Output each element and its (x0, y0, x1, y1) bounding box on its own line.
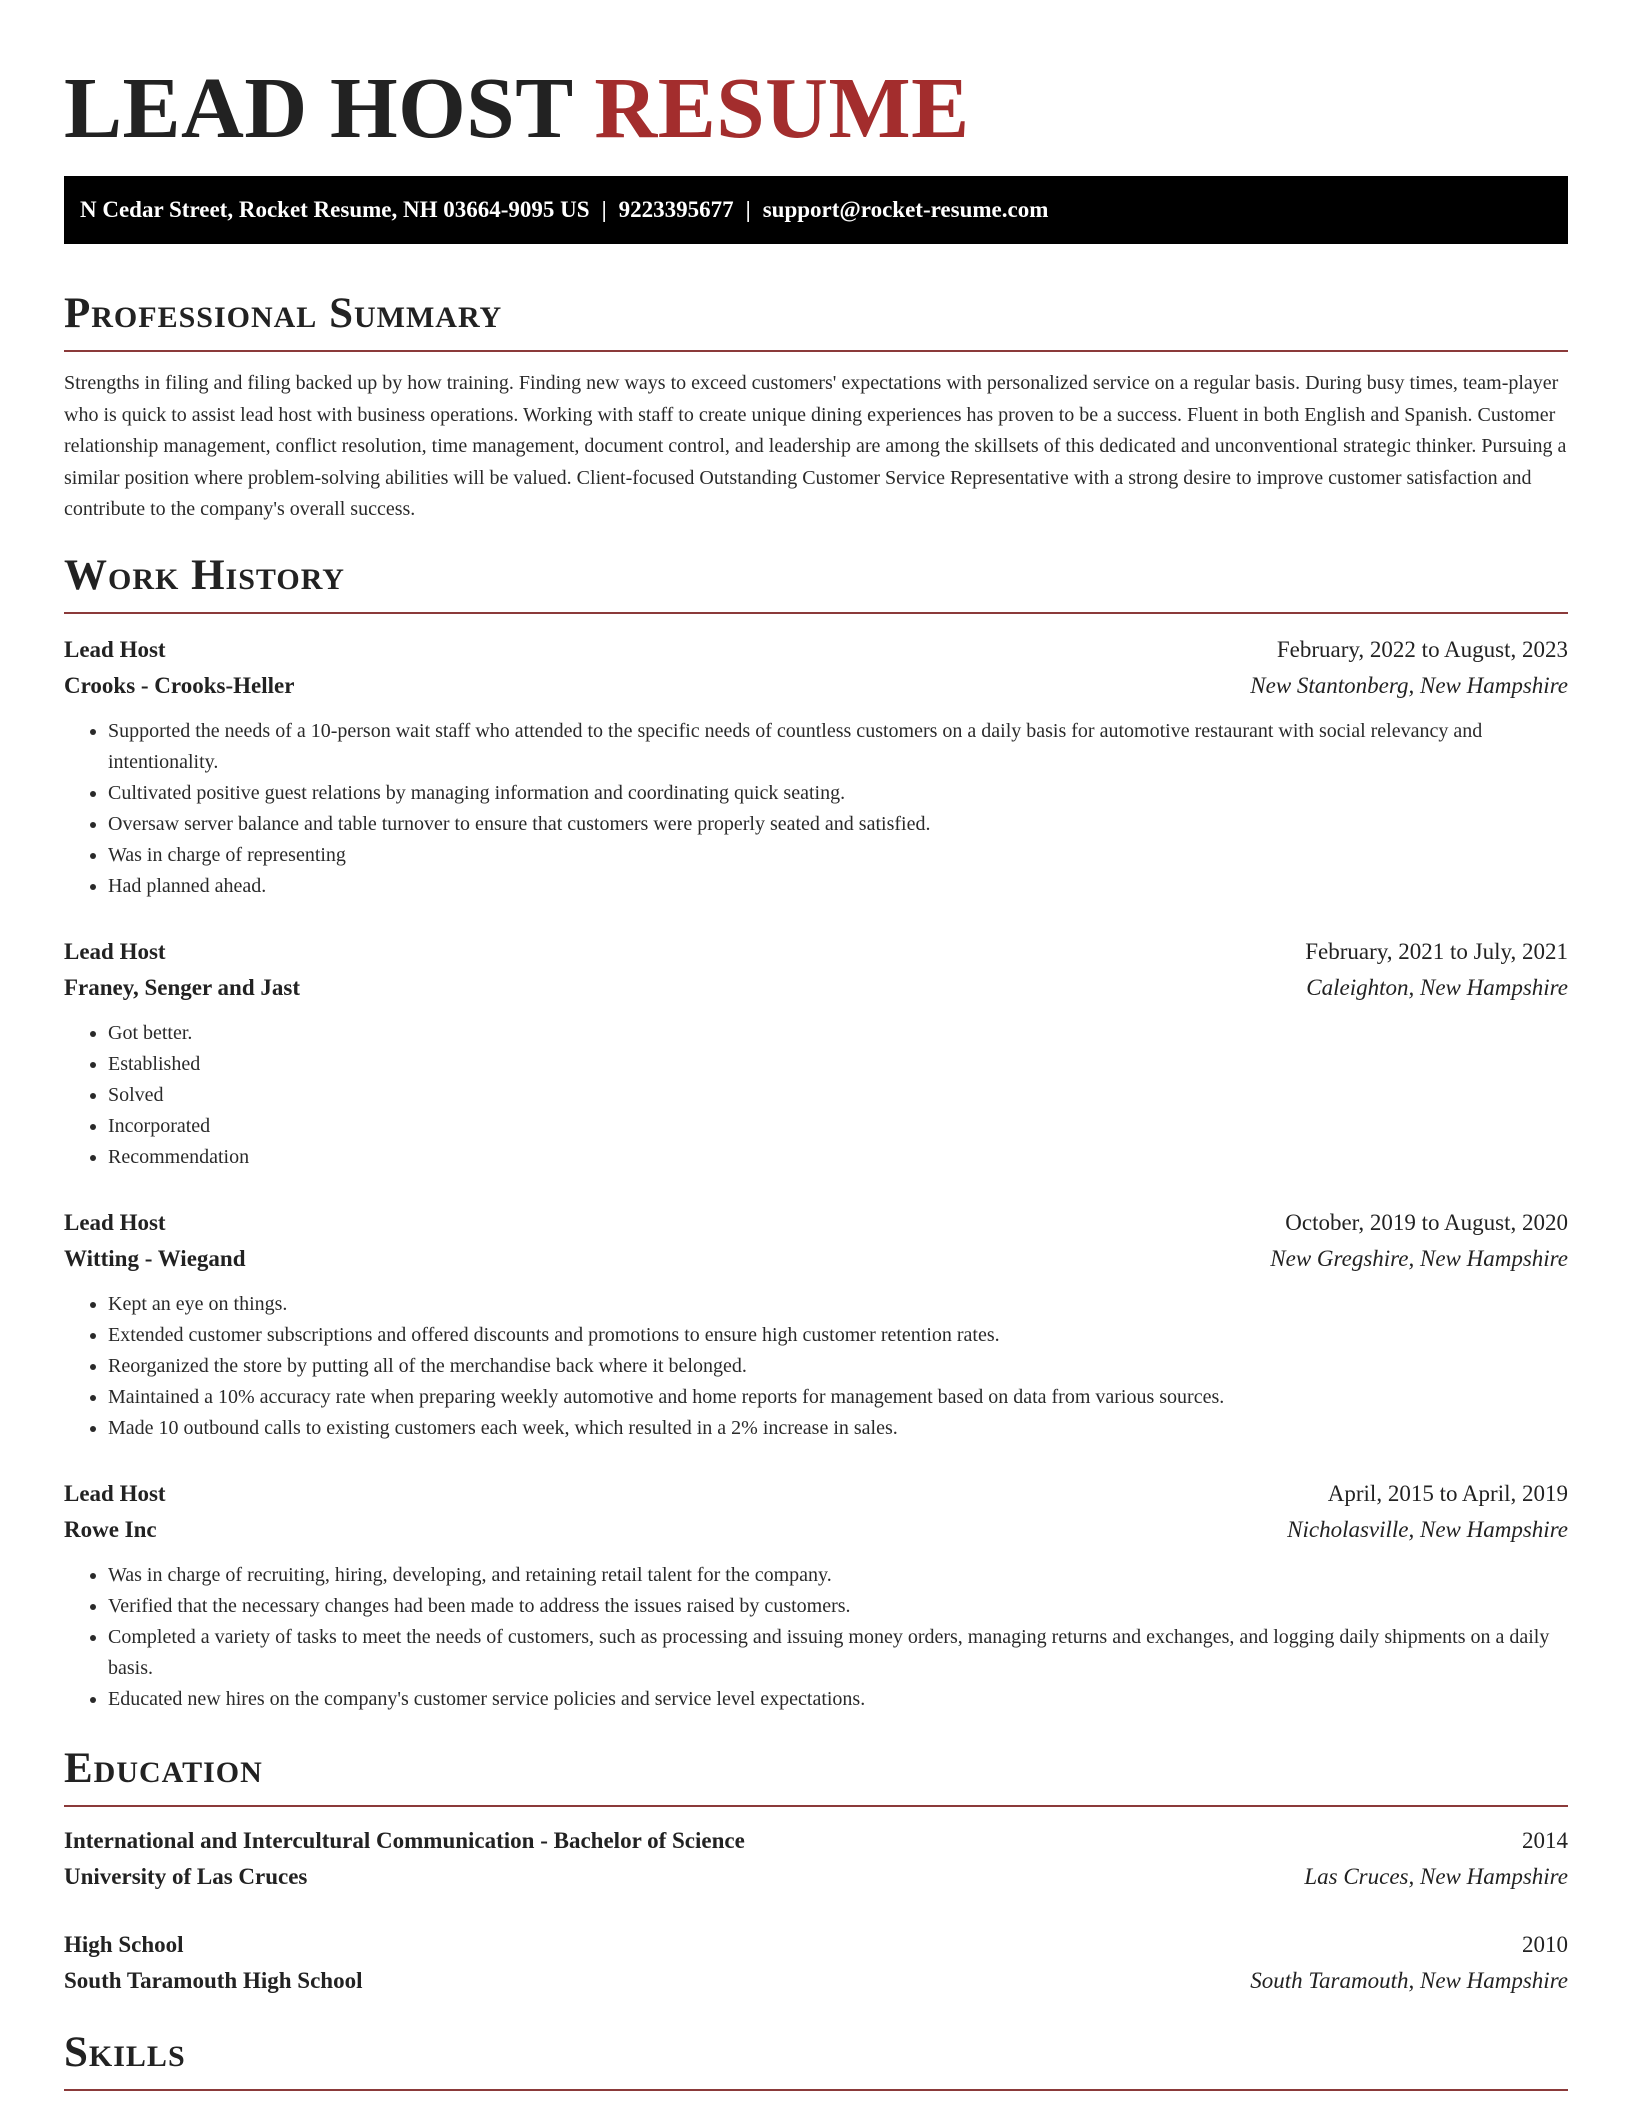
job-dates: February, 2021 to July, 2021 (1305, 938, 1568, 964)
job-dates: April, 2015 to April, 2019 (1327, 1480, 1568, 1506)
job-title: Lead Host (64, 1480, 166, 1506)
job-bullet: • Got better. (108, 1018, 1568, 1049)
job-entry (64, 632, 1568, 902)
job-bullet: • Oversaw server balance and table turnover to ensure that customers were properly seated and satisfied. (108, 809, 1568, 840)
job-bullet: • Cultivated positive guest relations by managing information and coordinating quick seating. (108, 778, 1568, 809)
job-company: Franey, Senger and Jast (64, 974, 300, 1000)
section-divider (64, 612, 1568, 614)
job-company: Rowe Inc (64, 1516, 157, 1542)
contact-phone[interactable]: 9223395677 (618, 197, 734, 222)
education-entry (64, 1927, 1568, 1999)
education-school: South Taramouth High School (64, 1967, 363, 1993)
contact-separator: | (601, 197, 607, 222)
resume-page (64, 0, 1568, 2091)
job-title: Lead Host (64, 938, 166, 964)
job-bullet: • Extended customer subscriptions and offered discounts and promotions to ensure high customer retention rates. (108, 1320, 1568, 1351)
job-location: Caleighton, New Hampshire (1306, 974, 1568, 1000)
education-entry (64, 1823, 1568, 1895)
job-title: Lead Host (64, 636, 166, 662)
job-bullet: • Incorporated (108, 1111, 1568, 1142)
education-degree: High School (64, 1931, 184, 1957)
section-divider (64, 350, 1568, 352)
section-divider (64, 2089, 1568, 2091)
job-location: New Stantonberg, New Hampshire (1250, 672, 1568, 698)
section-heading-education: Education (64, 1744, 263, 1792)
education-location: South Taramouth, New Hampshire (1250, 1967, 1568, 1993)
resume-title (64, 58, 1568, 158)
job-bullet: • Was in charge of recruiting, hiring, developing, and retaining retail talent for the company. (108, 1560, 1568, 1591)
job-bullet: • Had planned ahead. (108, 871, 1568, 902)
job-bullet: • Solved (108, 1080, 1568, 1111)
job-bullet: • Recommendation (108, 1142, 1568, 1173)
section-heading-skills: Skills (64, 2028, 186, 2076)
job-bullet: • Kept an eye on things. (108, 1289, 1568, 1320)
job-entry (64, 934, 1568, 1173)
education-year: 2010 (1522, 1931, 1568, 1957)
job-company: Witting - Wiegand (64, 1245, 246, 1271)
job-bullet-list (64, 716, 1568, 902)
contact-bar (64, 176, 1568, 244)
section-divider (64, 1805, 1568, 1807)
contact-email[interactable]: support@rocket-resume.com (762, 197, 1049, 222)
job-bullet-list (64, 1018, 1568, 1173)
job-location: New Gregshire, New Hampshire (1270, 1245, 1568, 1271)
job-title: Lead Host (64, 1209, 166, 1235)
section-heading-summary: Professional Summary (64, 290, 503, 337)
job-bullet-list (64, 1289, 1568, 1444)
education-year: 2014 (1522, 1827, 1568, 1853)
job-bullet-list (64, 1560, 1568, 1715)
title-role: LEAD HOST (64, 59, 573, 156)
job-entry (64, 1205, 1568, 1444)
job-dates: February, 2022 to August, 2023 (1276, 636, 1568, 662)
job-bullet: • Supported the needs of a 10-person wait staff who attended to the specific needs of countless customers on a daily basis for automotive restaurant with social relevancy and intentionality. (108, 716, 1568, 778)
contact-separator: | (745, 197, 751, 222)
summary-text: Strengths in filing and filing backed up by how training. Finding new ways to exceed customers' expectations with personalized service on a regular basis. During busy times, team-player who is quick to assist lead host with business operations. Working with staff to create unique dining experiences has proven to be a success. Fluent in both English and Spanish. Customer relationship management, conflict resolution, time management, document control, and leadership are among the skillsets of this dedicated and unconventional strategic thinker. Pursuing a similar position where problem-solving abilities will be valued. Client-focused Outstanding Customer Service Representative with a strong desire to improve customer satisfaction and contribute to the company's overall success. (64, 372, 1567, 520)
title-resume: RESUME (594, 59, 970, 156)
job-bullet: • Educated new hires on the company's customer service policies and service level expectations. (108, 1684, 1568, 1715)
job-entry (64, 1476, 1568, 1715)
job-bullet: • Maintained a 10% accuracy rate when preparing weekly automotive and home reports for management based on data from various sources. (108, 1382, 1568, 1413)
section-heading-work-history: Work History (64, 551, 345, 599)
education-school: University of Las Cruces (64, 1863, 308, 1889)
education-location: Las Cruces, New Hampshire (1304, 1863, 1568, 1889)
job-bullet: • Made 10 outbound calls to existing customers each week, which resulted in a 2% increase in sales. (108, 1413, 1568, 1444)
job-company: Crooks - Crooks-Heller (64, 672, 295, 698)
job-dates: October, 2019 to August, 2020 (1285, 1209, 1568, 1235)
education-degree: International and Intercultural Communication - Bachelor of Science (64, 1827, 745, 1853)
job-bullet: • Reorganized the store by putting all of the merchandise back where it belonged. (108, 1351, 1568, 1382)
job-bullet: • Was in charge of representing (108, 840, 1568, 871)
contact-address: N Cedar Street, Rocket Resume, NH 03664-9095 US (80, 197, 590, 222)
job-bullet: • Completed a variety of tasks to meet the needs of customers, such as processing and issuing money orders, managing returns and exchanges, and logging daily shipments on a daily basis. (108, 1622, 1568, 1684)
job-bullet: • Established (108, 1049, 1568, 1080)
job-bullet: • Verified that the necessary changes had been made to address the issues raised by customers. (108, 1591, 1568, 1622)
job-location: Nicholasville, New Hampshire (1287, 1516, 1568, 1542)
